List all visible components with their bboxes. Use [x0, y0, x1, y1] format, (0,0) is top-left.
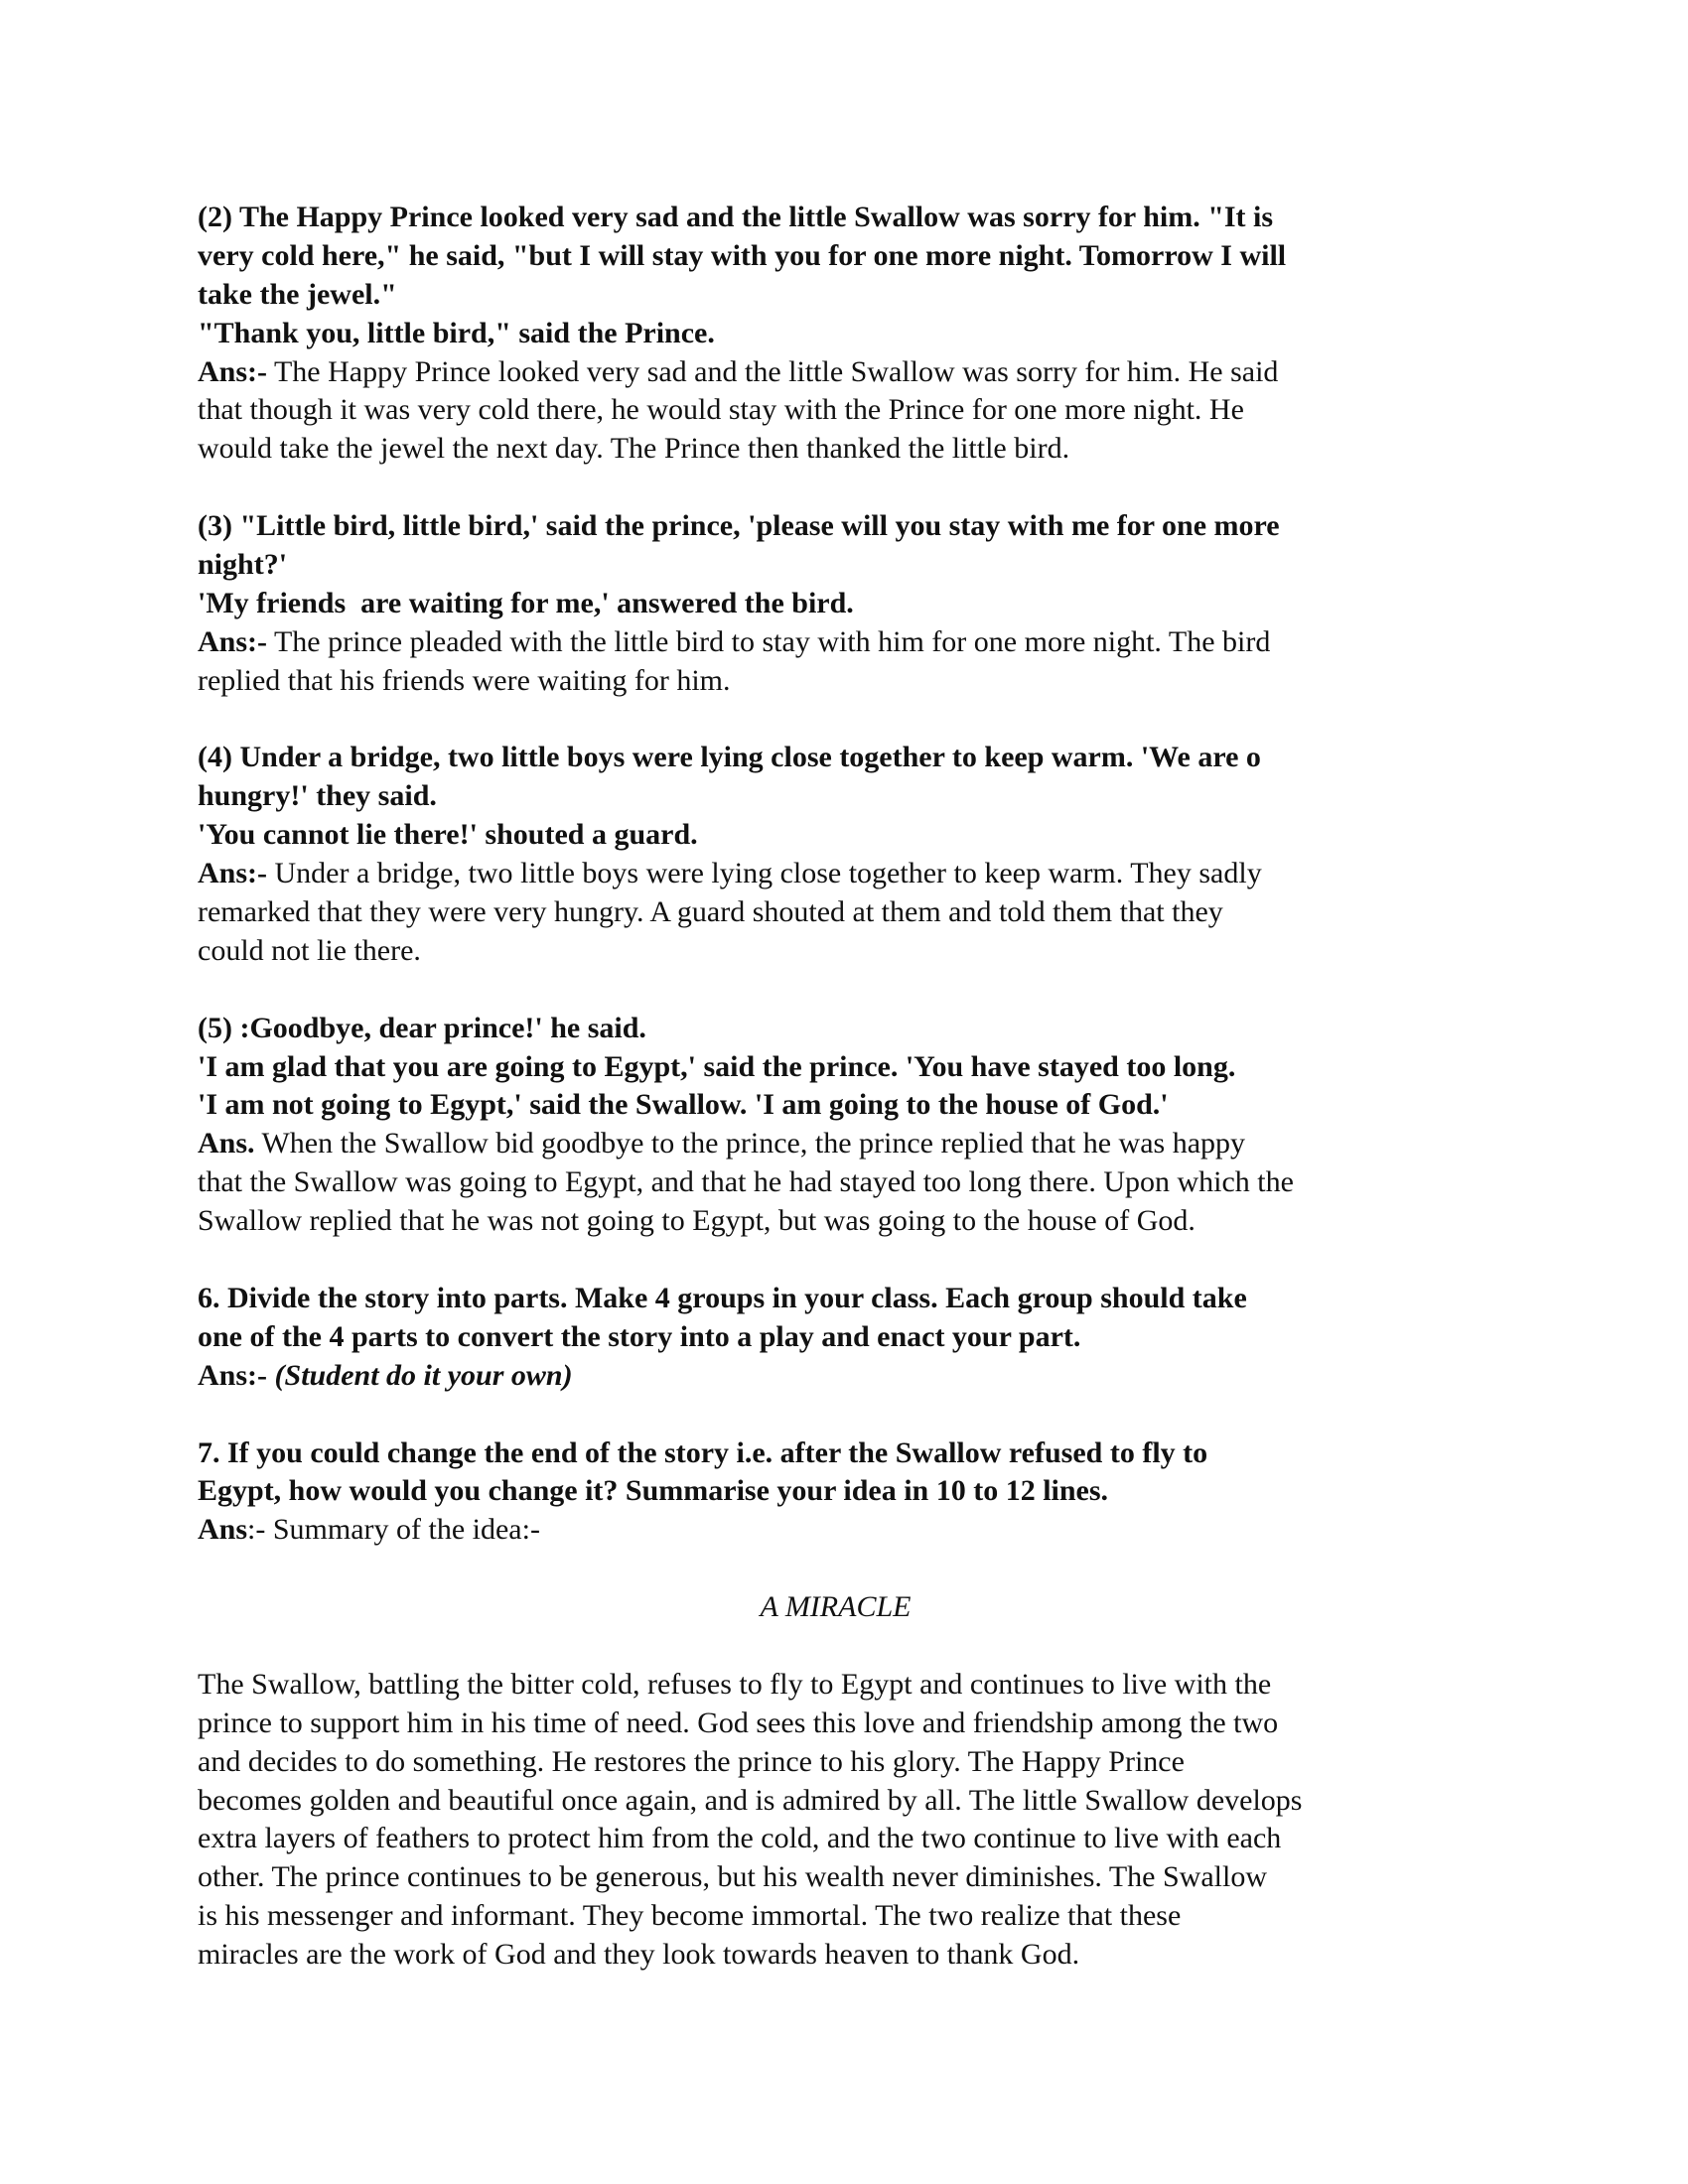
text-run: (3) "Little bird, little bird,' said the prince, 'please will you stay with me for one more: [198, 509, 1280, 543]
text-line: [198, 1782, 1488, 1821]
text-line: [198, 662, 1488, 701]
text-run: The Swallow, battling the bitter cold, refuses to fly to Egypt and continues to live with the: [198, 1667, 1272, 1701]
text-run: 'My friends are waiting for me,' answered the bird.: [198, 586, 854, 619]
blank-line: [198, 971, 1488, 1010]
text-line: [198, 585, 1488, 623]
text-line: [198, 276, 1488, 315]
text-run: Ans:-: [198, 1358, 275, 1392]
text-line: [198, 816, 1488, 855]
text-run: is his messenger and informant. They become immortal. The two realize that these: [198, 1899, 1182, 1933]
section-q3: [198, 507, 1488, 700]
text-line: [198, 1048, 1488, 1087]
text-line: [198, 1010, 1488, 1048]
text-run: very cold here," he said, "but I will stay with you for one more night. Tomorrow I will: [198, 238, 1287, 272]
document-page: [198, 199, 1488, 1975]
text-line: [198, 237, 1488, 276]
text-run: take the jewel.": [198, 277, 397, 311]
text-run: 'I am glad that you are going to Egypt,' said the prince. 'You have stayed too long.: [198, 1049, 1236, 1083]
text-line: [198, 1357, 1488, 1396]
text-run: would take the jewel the next day. The Prince then thanked the little bird.: [198, 432, 1070, 466]
section-title: [198, 1588, 1488, 1627]
text-line: [198, 1472, 1488, 1511]
text-line: [198, 507, 1488, 546]
text-run: (4) Under a bridge, two little boys were lying close together to keep warm. 'We are o: [198, 741, 1261, 774]
text-run: Ans: [198, 1513, 248, 1547]
text-line: [198, 1511, 1488, 1550]
text-run: The prince pleaded with the little bird to stay with him for one more night. The bird: [267, 624, 1271, 658]
text-run: 'I am not going to Egypt,' said the Swallow. 'I am going to the house of God.': [198, 1088, 1169, 1122]
text-run: hungry!' they said.: [198, 779, 437, 813]
text-run: A MIRACLE: [760, 1590, 912, 1624]
text-line: [198, 1666, 1488, 1705]
text-run: prince to support him in his time of need. God sees this love and friendship among the two: [198, 1706, 1279, 1739]
text-run: replied that his friends were waiting for him.: [198, 663, 731, 697]
text-line: [198, 430, 1488, 469]
text-run: extra layers of feathers to protect him from the cold, and the two continue to live with each: [198, 1822, 1282, 1855]
text-line: [198, 546, 1488, 585]
text-line: [198, 855, 1488, 893]
text-line: [198, 777, 1488, 816]
text-run: When the Swallow bid goodbye to the prince, the prince replied that he was happy: [254, 1127, 1246, 1160]
section-title: [198, 1588, 1474, 1627]
text-line: [198, 1936, 1488, 1975]
blank-line: [198, 1627, 1488, 1666]
text-run: becomes golden and beautiful once again, and is admired by all. The little Swallow develops: [198, 1783, 1303, 1817]
text-line: [198, 623, 1488, 662]
text-line: [198, 353, 1488, 392]
text-line: [198, 315, 1488, 353]
text-line: [198, 391, 1488, 430]
text-line: [198, 1280, 1488, 1318]
text-line: [198, 1163, 1488, 1202]
text-run: Ans:-: [198, 857, 268, 890]
text-line: [198, 199, 1488, 237]
text-run: Under a bridge, two little boys were lying close together to keep warm. They sadly: [267, 857, 1262, 890]
blank-line: [198, 469, 1488, 507]
section-q7: [198, 1434, 1488, 1551]
text-line: [198, 1820, 1488, 1858]
text-run: The Happy Prince looked very sad and the little Swallow was sorry for him. He said: [267, 354, 1279, 388]
text-line: [198, 932, 1488, 971]
text-line: [198, 1086, 1488, 1125]
text-run: :- Summary of the idea:-: [247, 1513, 540, 1547]
section-q6: [198, 1280, 1488, 1396]
text-run: that the Swallow was going to Egypt, and that he had stayed too long there. Upon which the: [198, 1165, 1294, 1199]
text-run: one of the 4 parts to convert the story into a play and enact your part.: [198, 1319, 1081, 1353]
text-run: 7. If you could change the end of the story i.e. after the Swallow refused to fly to: [198, 1435, 1208, 1469]
text-run: (5) :Goodbye, dear prince!' he said.: [198, 1011, 646, 1044]
text-run: other. The prince continues to be generous, but his wealth never diminishes. The Swallow: [198, 1860, 1267, 1894]
text-run: Ans:-: [198, 624, 268, 658]
text-run: Ans:-: [198, 354, 268, 388]
text-line: [198, 1897, 1488, 1936]
text-run: miracles are the work of God and they look towards heaven to thank God.: [198, 1938, 1080, 1972]
text-run: night?': [198, 548, 288, 582]
text-run: 6. Divide the story into parts. Make 4 groups in your class. Each group should take: [198, 1281, 1247, 1314]
text-run: Swallow replied that he was not going to Egypt, but was going to the house of God.: [198, 1204, 1196, 1238]
text-run: Ans.: [198, 1127, 255, 1160]
text-run: Egypt, how would you change it? Summarise your idea in 10 to 12 lines.: [198, 1474, 1109, 1508]
text-line: [198, 1434, 1488, 1473]
blank-line: [198, 701, 1488, 740]
text-run: and decides to do something. He restores the prince to his glory. The Happy Prince: [198, 1744, 1185, 1778]
text-run: remarked that they were very hungry. A guard shouted at them and told them that they: [198, 895, 1223, 929]
blank-line: [198, 1550, 1488, 1588]
text-line: [198, 1125, 1488, 1163]
text-line: [198, 739, 1488, 777]
text-run: could not lie there.: [198, 933, 421, 967]
text-run: 'You cannot lie there!' shouted a guard.: [198, 818, 698, 852]
text-line: [198, 1318, 1488, 1357]
text-run: "Thank you, little bird," said the Prince.: [198, 316, 715, 349]
section-q2: [198, 199, 1488, 469]
blank-line: [198, 1396, 1488, 1434]
text-run: that though it was very cold there, he would stay with the Prince for one more night. He: [198, 393, 1244, 427]
blank-line: [198, 1241, 1488, 1280]
section-q4: [198, 739, 1488, 970]
text-run: (2) The Happy Prince looked very sad and the little Swallow was sorry for him. "It is: [198, 201, 1274, 233]
section-story: [198, 1666, 1488, 1975]
text-line: [198, 1858, 1488, 1897]
text-line: [198, 893, 1488, 932]
section-q5: [198, 1010, 1488, 1241]
text-line: [198, 1705, 1488, 1743]
text-line: [198, 1202, 1488, 1241]
text-line: [198, 1743, 1488, 1782]
text-run: (Student do it your own): [274, 1358, 573, 1392]
